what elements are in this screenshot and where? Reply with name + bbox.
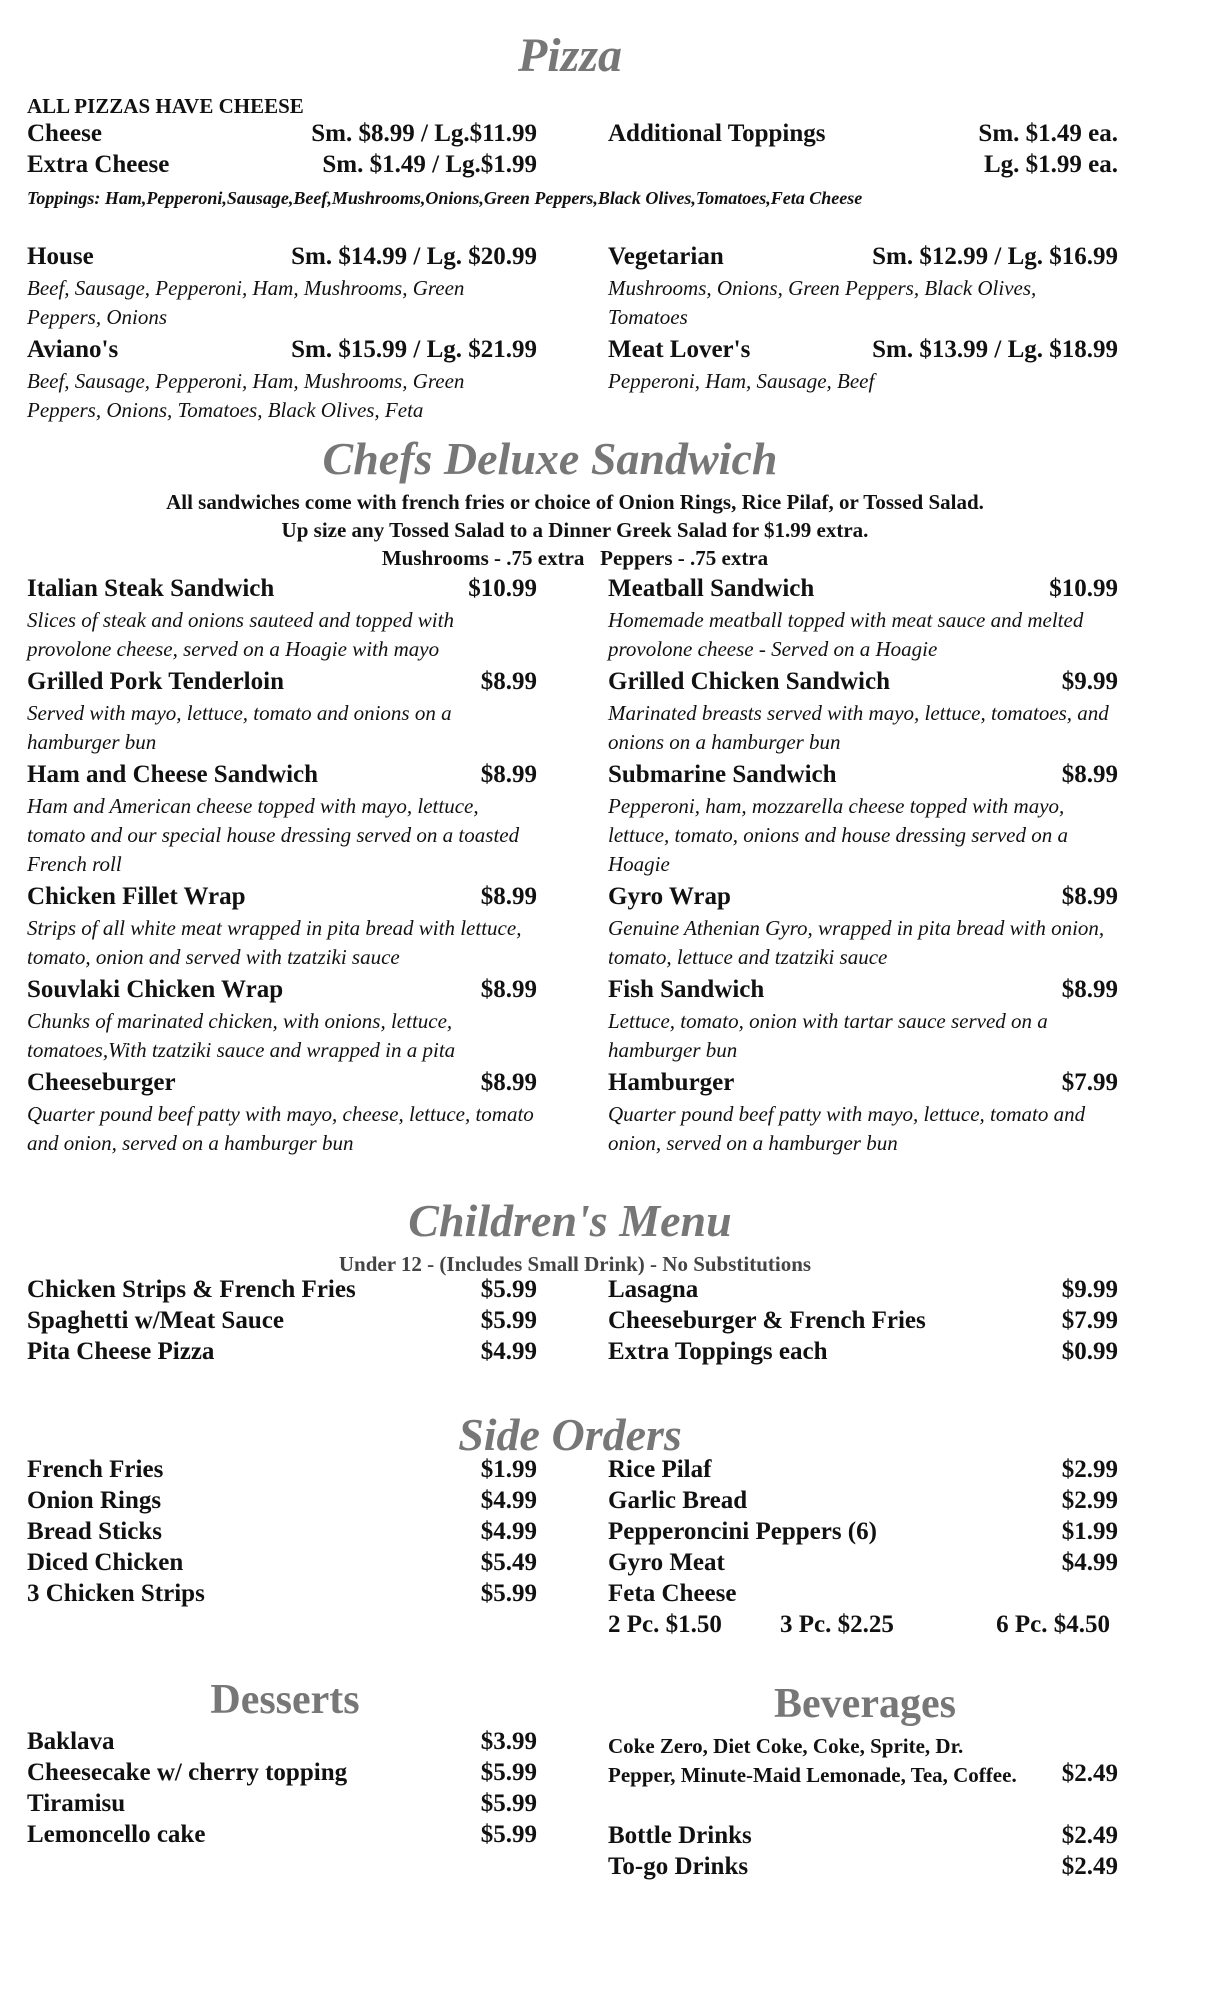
item-price: $9.99: [1061, 668, 1118, 695]
item-price: $8.99: [480, 883, 537, 910]
sandwich-row: [608, 668, 1118, 699]
item-name: House: [27, 243, 94, 270]
item-price: $4.99: [1061, 1549, 1118, 1576]
item-price: $3.99: [480, 1728, 537, 1755]
item-price: Sm. $8.99 / Lg.$11.99: [311, 120, 537, 147]
sandwich-row: [27, 883, 537, 914]
item-name: Feta Cheese: [608, 1580, 737, 1607]
item-name: Submarine Sandwich: [608, 761, 837, 788]
item-price: $2.49: [1061, 1822, 1118, 1849]
pizza-cheese-row: [27, 120, 537, 151]
pizza-title: Pizza: [517, 29, 622, 82]
children-row: [608, 1338, 1118, 1369]
item-name: Extra Cheese: [27, 151, 170, 178]
item-name: Chicken Fillet Wrap: [27, 883, 246, 910]
children-row: [608, 1307, 1118, 1338]
sandwich-row: [27, 976, 537, 1007]
side-row: [27, 1487, 537, 1518]
sandwich-title: Chefs Deluxe Sandwich: [322, 433, 778, 484]
item-name: Hamburger: [608, 1069, 735, 1096]
fountain-drinks-price: $2.49: [1061, 1760, 1118, 1787]
item-price: $4.99: [480, 1518, 537, 1545]
feta-price-3pc: 3 Pc. $2.25: [780, 1611, 894, 1638]
sandwich-note-extras: Mushrooms - .75 extra Peppers - .75 extra: [381, 546, 769, 570]
pizza-row: [608, 336, 1118, 367]
item-price: $5.99: [480, 1580, 537, 1607]
sides-left-column: [27, 1456, 537, 1611]
feta-cheese-prices: [608, 1611, 1118, 1642]
item-name: Ham and Cheese Sandwich: [27, 761, 319, 788]
item-name: Lemoncello cake: [27, 1821, 206, 1848]
item-price: Sm. $1.49 / Lg.$1.99: [322, 151, 537, 178]
item-name: Grilled Chicken Sandwich: [608, 668, 890, 695]
sandwich-note-upsize: Up size any Tossed Salad to a Dinner Greek Salad for $1.99 extra.: [281, 518, 869, 542]
item-price: $10.99: [1049, 575, 1118, 602]
item-description: Quarter pound beef patty with mayo, lettuce, tomato and onion, served on a hamburger bun: [608, 1102, 1086, 1155]
item-price: $5.99: [480, 1759, 537, 1786]
side-row: [27, 1549, 537, 1580]
item-description: Marinated breasts served with mayo, lettuce, tomatoes, and onions on a hamburger bun: [608, 701, 1109, 754]
beverages-column: [608, 1732, 1118, 1884]
dessert-row: [27, 1790, 537, 1821]
additional-toppings-lg-row: [608, 151, 1118, 182]
item-name: Chicken Strips & French Fries: [27, 1276, 356, 1303]
desserts-column: [27, 1728, 537, 1852]
sandwich-row: [27, 761, 537, 792]
dessert-row: [27, 1821, 537, 1852]
sandwich-row: [27, 575, 537, 606]
beverage-row: [608, 1853, 1118, 1884]
item-description: Slices of steak and onions sauteed and topped with provolone cheese, served on a Hoagie with mayo: [27, 608, 454, 661]
item-name: Gyro Meat: [608, 1549, 725, 1576]
item-name: Cheeseburger & French Fries: [608, 1307, 926, 1334]
item-name: French Fries: [27, 1456, 164, 1483]
item-price: $5.99: [480, 1790, 537, 1817]
item-description: Homemade meatball topped with meat sauce and melted provolone cheese - Served on a Hoagie: [608, 608, 1084, 661]
beverages-title: Beverages: [774, 1681, 956, 1727]
item-price: $8.99: [480, 761, 537, 788]
item-price: $0.99: [1061, 1338, 1118, 1365]
item-price: $10.99: [468, 575, 537, 602]
fountain-drinks-list: Coke Zero, Diet Coke, Coke, Sprite, Dr. Pepper, Minute-Maid Lemonade, Tea, Coffee.: [608, 1734, 1017, 1787]
item-price: $8.99: [1061, 883, 1118, 910]
item-name: Onion Rings: [27, 1487, 162, 1514]
dessert-row: [27, 1759, 537, 1790]
item-price: $8.99: [1061, 761, 1118, 788]
item-name: Bottle Drinks: [608, 1822, 752, 1849]
children-row: [27, 1338, 537, 1369]
sandwich-row: [27, 668, 537, 699]
item-name: Pepperoncini Peppers (6): [608, 1518, 877, 1545]
item-price: $5.99: [480, 1276, 537, 1303]
item-name: Meatball Sandwich: [608, 575, 815, 602]
sandwich-left-column: [27, 575, 537, 1162]
item-description: Beef, Sausage, Pepperoni, Ham, Mushrooms, Green Peppers, Onions: [27, 276, 465, 329]
desserts-title: Desserts: [210, 1677, 360, 1723]
item-description: Pepperoni, ham, mozzarella cheese topped with mayo, lettuce, tomato, onions and house dressing served on a Hoagie: [608, 794, 1069, 876]
item-price: $9.99: [1061, 1276, 1118, 1303]
feta-price-6pc: 6 Pc. $4.50: [996, 1611, 1110, 1638]
side-row: [27, 1580, 537, 1611]
pizza-toppings-right: [608, 120, 1118, 182]
item-description: Quarter pound beef patty with mayo, cheese, lettuce, tomato and onion, served on a hamburger bun: [27, 1102, 534, 1155]
item-price: $5.49: [480, 1549, 537, 1576]
item-name: Aviano's: [27, 336, 119, 363]
pizza-row: [27, 243, 537, 274]
item-name: Vegetarian: [608, 243, 724, 270]
item-name: Gyro Wrap: [608, 883, 731, 910]
feta-price-2pc: 2 Pc. $1.50: [608, 1611, 722, 1638]
side-orders-title: Side Orders: [458, 1409, 682, 1460]
item-description: Served with mayo, lettuce, tomato and onions on a hamburger bun: [27, 701, 452, 754]
sandwich-row: [608, 1069, 1118, 1100]
item-name: Lasagna: [608, 1276, 699, 1303]
children-menu-title: Children's Menu: [408, 1195, 732, 1246]
beverage-row: [608, 1822, 1118, 1853]
pizza-row: [27, 336, 537, 367]
side-row: [27, 1518, 537, 1549]
item-price: Sm. $12.99 / Lg. $16.99: [872, 243, 1118, 270]
additional-toppings-row: [608, 120, 1118, 151]
item-name: Spaghetti w/Meat Sauce: [27, 1307, 284, 1334]
item-price: $1.99: [1061, 1518, 1118, 1545]
children-left-column: [27, 1276, 537, 1369]
item-name: Tiramisu: [27, 1790, 126, 1817]
item-name: Cheese: [27, 120, 102, 147]
specialty-pizza-left: [27, 243, 537, 429]
sandwich-row: [608, 976, 1118, 1007]
specialty-pizza-right: [608, 243, 1118, 400]
item-description: Beef, Sausage, Pepperoni, Ham, Mushrooms, Green Peppers, Onions, Tomatoes, Black Olives, Feta: [27, 369, 465, 422]
item-price: Lg. $1.99 ea.: [983, 151, 1118, 178]
side-row: [608, 1549, 1118, 1580]
item-name: 3 Chicken Strips: [27, 1580, 205, 1607]
item-price: $4.99: [480, 1487, 537, 1514]
item-name: Meat Lover's: [608, 336, 751, 363]
children-row: [27, 1307, 537, 1338]
sandwich-row: [608, 575, 1118, 606]
pizza-toppings-list: Toppings: Ham,Pepperoni,Sausage,Beef,Mushrooms,Onions,Green Peppers,Black Olives,Tomatoes,Feta Cheese: [27, 188, 863, 208]
item-description: Mushrooms, Onions, Green Peppers, Black Olives, Tomatoes: [608, 276, 1037, 329]
pizza-base-left: [27, 120, 537, 182]
sides-right-column: [608, 1456, 1118, 1642]
item-name: To-go Drinks: [608, 1853, 749, 1880]
item-name: Extra Toppings each: [608, 1338, 828, 1365]
children-right-column: [608, 1276, 1118, 1369]
item-price: $7.99: [1061, 1307, 1118, 1334]
side-row: [608, 1518, 1118, 1549]
item-price: $8.99: [480, 1069, 537, 1096]
item-name: Fish Sandwich: [608, 976, 765, 1003]
item-description: Strips of all white meat wrapped in pita bread with lettuce, tomato, onion and served with tzatziki sauce: [27, 916, 522, 969]
item-price: Sm. $1.49 ea.: [978, 120, 1118, 147]
dessert-row: [27, 1728, 537, 1759]
side-row: [608, 1456, 1118, 1487]
item-price: $1.99: [480, 1456, 537, 1483]
item-price: $2.49: [1061, 1853, 1118, 1880]
item-price: $5.99: [480, 1307, 537, 1334]
pizza-extra-cheese-row: [27, 151, 537, 182]
item-description: Pepperoni, Ham, Sausage, Beef: [608, 369, 875, 393]
item-name: Diced Chicken: [27, 1549, 184, 1576]
feta-cheese-row: [608, 1580, 1118, 1611]
item-description: Lettuce, tomato, onion with tartar sauce served on a hamburger bun: [608, 1009, 1048, 1062]
item-price: $4.99: [480, 1338, 537, 1365]
all-pizzas-have-cheese: ALL PIZZAS HAVE CHEESE: [27, 94, 304, 118]
item-price: $8.99: [480, 668, 537, 695]
side-row: [27, 1456, 537, 1487]
item-price: $2.99: [1061, 1487, 1118, 1514]
item-price: Sm. $13.99 / Lg. $18.99: [872, 336, 1118, 363]
item-description: Ham and American cheese topped with mayo, lettuce, tomato and our special house dressing served on a toasted French roll: [27, 794, 520, 876]
sandwich-row: [608, 761, 1118, 792]
item-name: Pita Cheese Pizza: [27, 1338, 215, 1365]
item-price: $2.99: [1061, 1456, 1118, 1483]
item-name: Cheesecake w/ cherry topping: [27, 1759, 348, 1786]
sandwich-row: [27, 1069, 537, 1100]
item-price: Sm. $14.99 / Lg. $20.99: [291, 243, 537, 270]
item-price: Sm. $15.99 / Lg. $21.99: [291, 336, 537, 363]
item-price: $7.99: [1061, 1069, 1118, 1096]
item-name: Additional Toppings: [608, 120, 826, 147]
item-description: Chunks of marinated chicken, with onions, lettuce, tomatoes,With tzatziki sauce and wrapped in a pita: [27, 1009, 456, 1062]
item-price: $8.99: [480, 976, 537, 1003]
children-row: [608, 1276, 1118, 1307]
item-name: Italian Steak Sandwich: [27, 575, 275, 602]
item-name: Baklava: [27, 1728, 115, 1755]
item-description: Genuine Athenian Gyro, wrapped in pita bread with onion, tomato, lettuce and tzatziki sauce: [608, 916, 1105, 969]
item-name: Garlic Bread: [608, 1487, 748, 1514]
sandwich-row: [608, 883, 1118, 914]
item-price: $8.99: [1061, 976, 1118, 1003]
sandwich-right-column: [608, 575, 1118, 1162]
sandwich-note-sides: All sandwiches come with french fries or choice of Onion Rings, Rice Pilaf, or Tossed Salad.: [166, 490, 984, 514]
item-name: Rice Pilaf: [608, 1456, 712, 1483]
children-menu-note: Under 12 - (Includes Small Drink) - No Substitutions: [338, 1252, 812, 1276]
side-row: [608, 1487, 1118, 1518]
item-name: Cheeseburger: [27, 1069, 176, 1096]
fountain-drinks: [608, 1732, 1118, 1822]
item-name: Bread Sticks: [27, 1518, 162, 1545]
item-name: Grilled Pork Tenderloin: [27, 668, 284, 695]
item-price: $5.99: [480, 1821, 537, 1848]
pizza-row: [608, 243, 1118, 274]
children-row: [27, 1276, 537, 1307]
item-name: Souvlaki Chicken Wrap: [27, 976, 284, 1003]
